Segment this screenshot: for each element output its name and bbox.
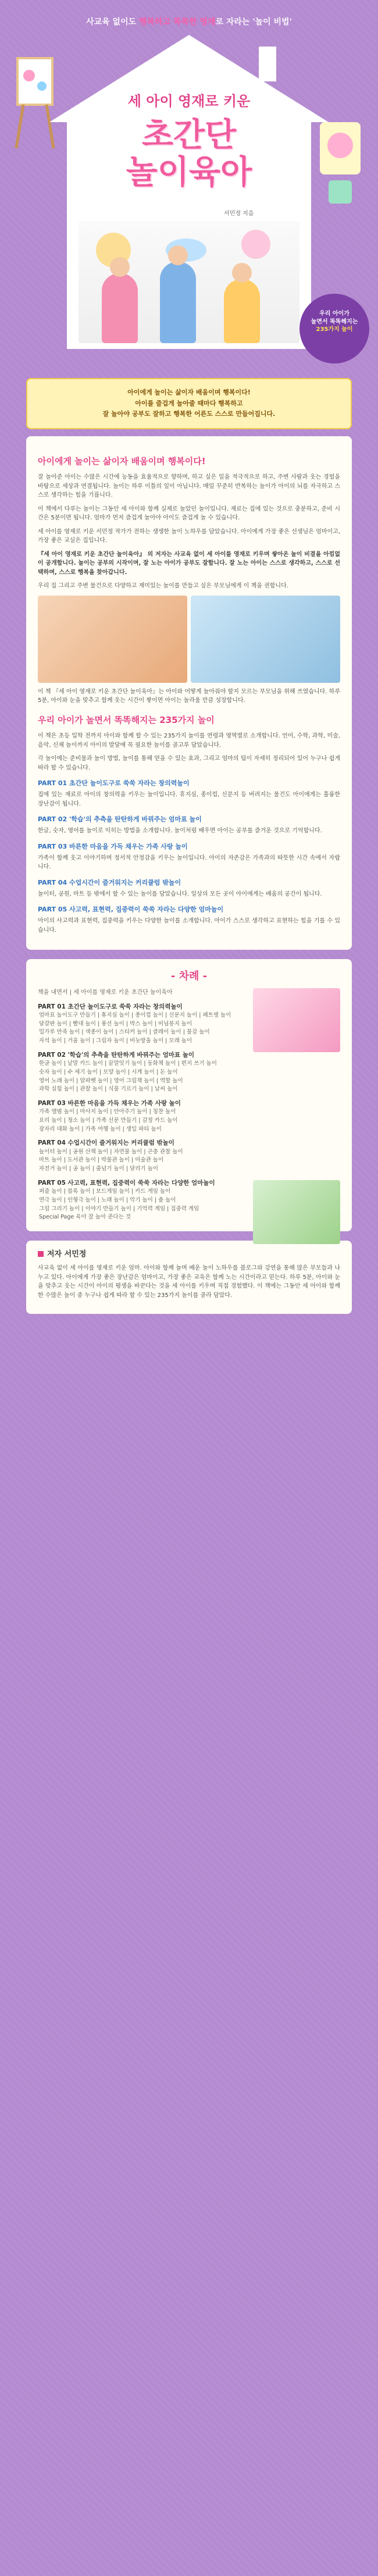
part-text: 놀이터, 공원, 마트 등 밖에서 할 수 있는 놀이를 담았습니다. 일상의 모든 곳이 아이에게는 배움의 공간이 됩니다. — [38, 890, 322, 897]
intro-line1: 아이에게 놀이는 삶이자 배움이며 행복이다! — [127, 389, 251, 396]
house-chimney — [259, 47, 276, 81]
toc-item: 엄마표 놀이도구 만들기 | 휴지심 놀이 | 종이컵 놀이 | 신문지 놀이 | 페트병 놀이 — [39, 1011, 231, 1018]
toc-item: 마트 놀이 | 도서관 놀이 | 박물관 놀이 | 미술관 놀이 — [39, 1157, 164, 1164]
book-subtitle: 세 아이 영재로 키운 — [127, 92, 251, 109]
part-title: PART 04 수업시간이 즐거워지는 커리큘럼 밖놀이 — [38, 878, 181, 886]
badge-number: 235가지 놀이 — [316, 326, 353, 333]
toc-part-title: PART 02 '학습'의 추측을 탄탄하게 바꿔주는 엄마표 놀이 — [38, 1051, 194, 1059]
part-summary — [38, 814, 340, 836]
paragraph: 세 아이를 영재로 키운 서민정 작가가 전하는 생생한 놀이 노하우를 담았습니다. 아이에게 가장 좋은 선생님은 엄마이고, 가장 좋은 교실은 집입니다. — [38, 528, 340, 544]
part-summary — [38, 842, 340, 872]
hero — [0, 0, 378, 372]
toc-part-title: PART 05 사고력, 표현력, 집중력이 쑥쑥 자라는 다양한 엄마놀이 — [38, 1179, 215, 1187]
photo-row — [38, 596, 340, 683]
house-frame — [67, 35, 311, 349]
part-title: PART 03 바른한 마음을 가득 채우는 가족 사랑 놀이 — [38, 842, 188, 850]
part-title: PART 05 사고력, 표현력, 집중력이 쑥쑥 자라는 다양한 엄마놀이 — [38, 906, 224, 914]
child-figure — [224, 279, 260, 343]
toc-item: 요리 놀이 | 청소 놀이 | 가족 신문 만들기 | 감정 카드 놀이 — [39, 1117, 178, 1124]
toc-item: 숫자 놀이 | 수 세기 놀이 | 모양 놀이 | 시계 놀이 | 돈 놀이 — [39, 1068, 178, 1075]
toc-item: 가족 앨범 놀이 | 마사지 놀이 | 안아주기 놀이 | 칭찬 놀이 — [39, 1109, 176, 1116]
intro-line2: 아이를 즐겁게 놀아줄 때마다 행복하고 — [135, 399, 243, 407]
description-card — [26, 436, 352, 950]
toc-item: 자전거 놀이 | 공 놀이 | 줄넘기 놀이 | 달리기 놀이 — [39, 1166, 158, 1173]
paragraph: 이 책은 초등 입학 전까지 아이와 함께 할 수 있는 235가지 놀이를 연령과 영역별로 소개합니다. 언어, 수학, 과학, 미술, 음악, 신체 놀이까지 아이의 발달에 꼭 필요한 놀이를 골고루 담았습니다. — [38, 733, 340, 749]
tagline-highlight: 행복하고 똑똑한 영재 — [139, 17, 216, 27]
part-summary — [38, 904, 340, 935]
book-title — [67, 116, 311, 191]
badge-line1: 우리 아이가 — [319, 311, 350, 317]
section-heading: 아이에게 놀이는 삶이자 배움이며 행복이다! — [38, 456, 206, 467]
toc-item: 퍼즐 놀이 | 블록 놀이 | 보드게임 놀이 | 카드 게임 놀이 — [39, 1188, 171, 1195]
paragraph: 이 책에서 다루는 놀이는 그동안 세 아이와 함께 실제로 놀았던 놀이입니다. 재료는 집에 있는 것으로 충분하고, 준비 시간은 5분이면 됩니다. 엄마가 먼저 즐겁게 놀아야 아이도 즐겁게 놀 수 있습니다. — [38, 505, 340, 522]
children-illustration — [79, 221, 299, 343]
child-figure — [102, 273, 138, 343]
toc-part-title: PART 01 초간단 놀이도구로 쑥쑥 자라는 창의력놀이 — [38, 1003, 183, 1010]
toc-item: 잠자리 대화 놀이 | 가족 여행 놀이 | 생일 파티 놀이 — [39, 1125, 162, 1132]
part-text: 아이의 사고력과 표현력, 집중력을 키우는 다양한 놀이를 소개합니다. 아이가 스스로 생각하고 표현하는 힘을 기를 수 있습니다. — [38, 918, 340, 934]
paragraph: 잘 놀아준 아이는 수많은 시간에 능동을 효율적으로 향하며, 하고 싶은 일을 적극적으로 하고, 주변 사람과 웃는 경험을 바탕으로 세상과 연결됩니다. 놀이는 하루 이틀의 일이 아닙니다. 매일 꾸준히 반복하는 놀이가 아이의 뇌를 자극하고 스스로 생각하는 힘을 기릅니다. — [38, 474, 340, 499]
toc-item: 영어 노래 놀이 | 알파벳 놀이 | 영어 그림책 놀이 | 역할 놀이 — [39, 1077, 183, 1084]
intro-banner — [26, 378, 352, 429]
part-text: 가족이 함께 웃고 이야기하며 정서적 안정감을 키우는 놀이입니다. 아이의 자존감은 가족과의 따뜻한 시간 속에서 자랍니다. — [38, 854, 340, 871]
book-title-line1: 초간단 — [141, 116, 237, 154]
photo-children-playing — [38, 596, 187, 683]
part-text: 집에 있는 재료로 아이의 창의력을 키우는 놀이입니다. 휴지심, 종이컵, 신문지 등 버려지는 물건도 아이에게는 훌륭한 장난감이 됩니다. — [38, 792, 340, 807]
toc-photo — [253, 1180, 340, 1244]
intro-line3: 잘 놀아야 공부도 잘하고 행복한 어른도 스스로 만들어집니다. — [102, 410, 276, 418]
toc-part-title: PART 04 수업시간이 즐거워지는 커리큘럼 밖놀이 — [38, 1139, 174, 1147]
toy-decoration — [314, 111, 366, 209]
tagline-text: 사교육 없이도 — [86, 17, 140, 27]
author-section — [26, 1241, 352, 1314]
toc-photo — [253, 988, 340, 1052]
tagline — [0, 16, 378, 29]
paragraph-bold: 『세 아이 영재로 키운 초간단 놀이육아』 의 저자는 사교육 없이 세 아이를 영재로 키우며 쌓아온 놀이 비결을 아낌없이 공개합니다. 놀이는 공부의 시작이며, 잘 노는 아이가 공부도 잘합니다. 잘 노는 아이는 스스로 생각하고, 스스로 선택하며, 스스로 행복을 찾아갑니다. — [38, 551, 340, 576]
author-bio: 사교육 없이 세 아이를 영재로 키운 엄마. 아이와 함께 놀며 배운 놀이 노하우를 블로그와 강연을 통해 많은 부모들과 나누고 있다. 아이에게 가장 좋은 장난감은 엄마이고, 가장 좋은 교육은 함께 노는 시간이라고 믿는다. 하루 5분, 아이와 눈을 맞추고 웃는 시간이 아이의 평생을 바꾼다는 것을 세 아이를 키우며 직접 경험했다. 이 책에는 그동안 세 아이와 함께한 수많은 놀이 중 누구나 쉽게 따라 할 수 있는 235가지 놀이를 골라 담았다. — [38, 1265, 340, 1299]
part-title: PART 02 '학습'의 추측을 탄탄하게 바꿔주는 엄마표 놀이 — [38, 815, 202, 824]
play-count-badge — [299, 294, 369, 364]
toc-item: 자석 놀이 | 거울 놀이 | 그림자 놀이 | 비눗방울 놀이 | 모래 놀이 — [39, 1038, 192, 1045]
toc-item: 달걀판 놀이 | 빨대 놀이 | 풍선 놀이 | 박스 놀이 | 비닐봉지 놀이 — [39, 1020, 192, 1027]
section-heading: 우리 아이가 놀면서 똑똑해지는 235가지 놀이 — [38, 714, 215, 725]
toc-item: 밀가루 반죽 놀이 | 색종이 놀이 | 스티커 놀이 | 클레이 놀이 | 물감 놀이 — [39, 1029, 210, 1036]
toc-item: 연극 놀이 | 인형극 놀이 | 노래 놀이 | 악기 놀이 | 춤 놀이 — [39, 1196, 176, 1203]
part-text: 한글, 숫자, 영어를 놀이로 익히는 방법을 소개합니다. 놀이처럼 배우면 아이는 공부를 즐거운 것으로 기억합니다. — [38, 828, 322, 835]
badge-line2: 놀면서 똑똑해지는 — [311, 318, 358, 325]
part-summary — [38, 878, 340, 899]
toc-item: Special Page 육아 잘 놀아 준다는 것 — [39, 1214, 131, 1221]
paragraph: 이 책 『세 아이 영재로 키운 초간단 놀이육아』는 아이와 어떻게 놀아줘야 할지 모르는 부모님을 위해 쓰였습니다. 하루 5분, 아이와 눈을 맞추고 함께 웃는 시간이 쌓이면 아이는 놀라울 만큼 성장합니다. — [38, 688, 340, 704]
book-title-line2: 놀이육아 — [126, 153, 252, 192]
table-of-contents — [26, 959, 352, 1231]
tagline-text-end: 로 자라는 '놀이 비법' — [215, 17, 292, 27]
toc-item: 그림 그리기 놀이 | 이야기 만들기 놀이 | 기억력 게임 | 집중력 게임 — [39, 1205, 199, 1212]
toc-part-title: PART 03 바른한 마음을 가득 채우는 가족 사랑 놀이 — [38, 1099, 181, 1107]
author-title: 저자 서민정 — [38, 1249, 340, 1260]
toc-intro: 책을 내면서 | 세 아이를 영재로 키운 초간단 놀이육아 — [38, 989, 173, 996]
flower-doodle — [241, 230, 270, 259]
part-summary — [38, 778, 340, 808]
paragraph: 우리 집 그리고 주변 물건으로 다양하고 재미있는 놀이를 만들고 싶은 부모님에게 이 책을 권합니다. — [38, 583, 288, 590]
child-figure — [160, 262, 196, 343]
toc-title: - 차례 - — [170, 970, 208, 983]
photo-play-activity — [191, 596, 340, 683]
paragraph: 각 놀이에는 준비물과 놀이 방법, 놀이를 통해 얻을 수 있는 효과, 그리고 엄마의 팁이 자세히 정리되어 있어 누구나 쉽게 따라 할 수 있습니다. — [38, 756, 340, 771]
author-credit: 서민정 지음 — [224, 211, 254, 217]
toc-item: 놀이터 놀이 | 공원 산책 놀이 | 자연물 놀이 | 곤충 관찰 놀이 — [39, 1148, 183, 1155]
part-title: PART 01 초간단 놀이도구로 쑥쑥 자라는 창의력놀이 — [38, 779, 190, 788]
toc-item: 과학 실험 놀이 | 관찰 놀이 | 식물 기르기 놀이 | 날씨 놀이 — [39, 1086, 178, 1093]
toc-item: 한글 놀이 | 낱말 카드 놀이 | 끝말잇기 놀이 | 동화책 놀이 | 편지 쓰기 놀이 — [39, 1060, 217, 1067]
